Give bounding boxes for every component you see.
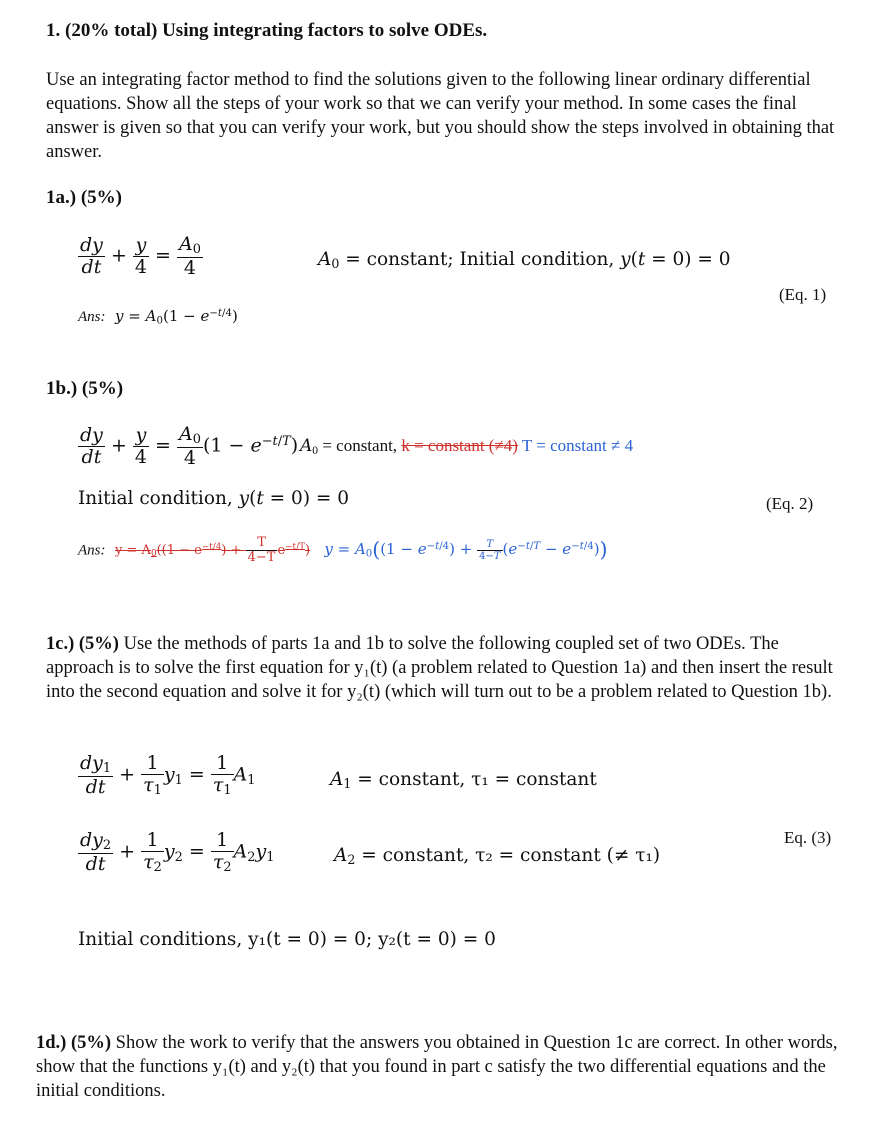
equation-3b: $\frac{dy_2}{dt}$ + $\frac{1}{\tau_2}$ $y_2$ = $\frac{1}{\tau_2}$ $A_2y_1$ — [80, 829, 275, 876]
equation-3-initial: Initial conditions, y₁(t = 0) = 0; y₂(t = 0) = 0 — [78, 929, 496, 950]
equation-1: $\frac{dy}{dt}$ + $\frac{y}{4}$ = $\frac{A_0}{4}$ — [80, 233, 201, 280]
equation-2: $\frac{dy}{dt}$ + $\frac{y}{4}$ = $\frac{A_0}{4}$ $(1 - e^{-t/T})$ — [80, 423, 299, 470]
equation-1-label: (Eq. 1) — [779, 285, 827, 304]
question-1d-text: 1d.) (5%) Show the work to verify that the answers you obtained in Question 1c are correct. In other words, show that the functions y₁(t) and y₂(t) that you found in part c satisfy the two differential equations and the initial conditions. — [36, 1033, 838, 1101]
equation-2-initial: Initial condition, y(t = 0) = 0 — [78, 488, 350, 509]
struck-condition: k = constant (≠4) — [401, 436, 518, 455]
equation-1-condition: $A_0$ = constant; Initial condition, y(t = 0) = 0 — [318, 249, 731, 272]
question-1a-heading: 1a.) (5%) — [46, 187, 122, 208]
equation-2-condition: $A_0$ = constant, k = constant (≠4) T = constant ≠ 4 — [300, 436, 634, 457]
question-1b-heading: 1b.) (5%) — [46, 378, 124, 399]
equation-3b-condition: $A_2$ = constant, τ₂ = constant (≠ τ₁) — [334, 845, 661, 868]
corrected-condition: T = constant ≠ 4 — [521, 436, 634, 455]
equation-3-label: Eq. (3) — [784, 828, 832, 847]
equation-3a-condition: $A_1$ = constant, τ₁ = constant — [330, 769, 597, 792]
question-1-heading: 1. (20% total) Using integrating factors to solve ODEs. — [46, 20, 488, 41]
answer-1b: Ans: $y = A_0((1 - e^{-t/4})$ + $\frac{T}{4-T}$ $e^{-t/T}$) $y = A_0((1 - e^{-t/4})$ + $\frac{T}{4-T}$ $(e^{-t/T} - e^{-t/4})$) — [78, 535, 608, 566]
question-1c-text: 1c.) (5%) Use the methods of parts 1a and 1b to solve the following coupled set of two ODEs. The approach is to solve the first equation for y₁(t) (a problem related to Question 1a) and then insert the result into the second equation and solve it for y₂(t) (which will turn out to be a problem related to Question 1b). — [46, 634, 833, 702]
question-1-intro: Use an integrating factor method to find the solutions given to the following linear ordinary differential equations. Show all the steps of your work so that we can verify your method. In some cases the final answer is given so that you can verify your work, but you should show the steps involved in obtaining that answer. — [46, 70, 835, 162]
equation-2-label: (Eq. 2) — [766, 494, 814, 513]
equation-3a: $\frac{dy_1}{dt}$ + $\frac{1}{\tau_1}$ $y_1$ = $\frac{1}{\tau_1}$ $A_1$ — [80, 752, 256, 799]
answer-1a: Ans: $y = A_0(1 - e^{-t/4})$ — [78, 307, 238, 327]
